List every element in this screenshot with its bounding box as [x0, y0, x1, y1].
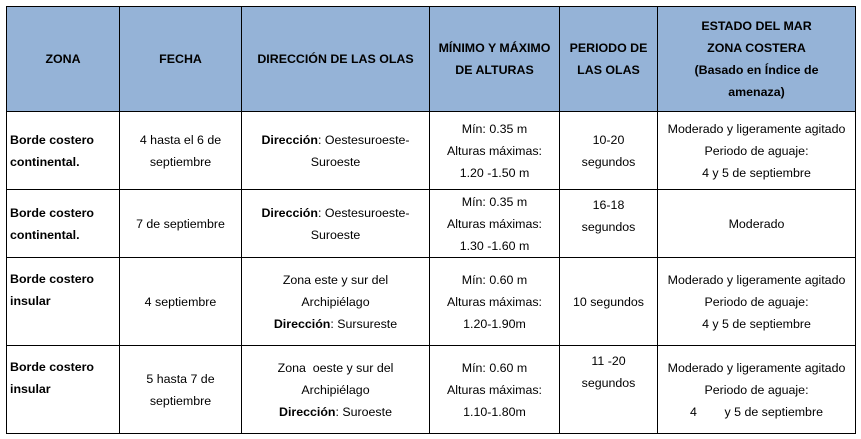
- estado-line1: Moderado: [728, 216, 785, 231]
- periodo-line2: segundos: [581, 220, 636, 234]
- direccion-zone-line1: Zona oeste y sur del: [277, 360, 394, 375]
- cell-zona: [7, 346, 120, 434]
- zona-line1: Borde costero: [10, 360, 94, 374]
- direccion-value: : Oestesuroeste-: [317, 205, 410, 220]
- header-periodo: [560, 7, 658, 112]
- cell-direccion: [242, 190, 430, 258]
- cell-direccion: [242, 346, 430, 434]
- periodo-line2: segundos: [581, 154, 636, 169]
- estado-line1: Moderado y ligeramente agitado: [667, 360, 846, 375]
- cell-periodo: [560, 190, 658, 258]
- estado-line1: Moderado y ligeramente agitado: [667, 272, 846, 287]
- header-fecha: [120, 7, 242, 112]
- header-zona-label: ZONA: [45, 52, 81, 66]
- direccion-value: : Suroeste: [335, 404, 392, 419]
- cell-estado: [658, 112, 856, 190]
- cell-alturas: [430, 190, 560, 258]
- zona-line2: continental.: [10, 154, 80, 169]
- header-estado-line4: amenaza): [728, 85, 785, 99]
- cell-zona: [7, 258, 120, 346]
- cell-alturas: [430, 346, 560, 434]
- header-estado-line3: (Basado en Índice de: [694, 63, 819, 77]
- direccion-line2: Suroeste: [310, 227, 361, 242]
- estado-line1: Moderado y ligeramente agitado: [667, 121, 846, 136]
- zona-line1: Borde costero: [10, 272, 94, 286]
- altura-max-label: Alturas máximas:: [446, 382, 543, 397]
- periodo-line2: segundos: [581, 376, 636, 390]
- sea-state-table-container: [6, 6, 856, 434]
- header-estado-line2: ZONA COSTERA: [707, 41, 806, 55]
- periodo-line1: 10 segundos: [573, 294, 644, 309]
- zona-line1: Borde costero: [10, 205, 94, 220]
- altura-max-label: Alturas máximas:: [446, 294, 543, 309]
- periodo-line1: 11 -20: [591, 354, 626, 368]
- header-estado: [658, 7, 856, 112]
- estado-line3-part1: 4: [690, 404, 697, 419]
- cell-alturas: [430, 258, 560, 346]
- fecha-line1: 7 de septiembre: [136, 216, 225, 231]
- altura-max-label: Alturas máximas:: [446, 143, 543, 158]
- direccion-value: : Oestesuroeste-: [317, 132, 410, 147]
- fecha-line1: 4 hasta el 6 de: [139, 132, 222, 147]
- direccion-value: : Sursureste: [330, 316, 398, 331]
- zona-line1: Borde costero: [10, 132, 94, 147]
- direccion-zone-line2: Archipiélago: [301, 382, 370, 397]
- estado-line3: [661, 401, 852, 423]
- header-direccion-label: DIRECCIÓN DE LAS OLAS: [257, 52, 414, 66]
- cell-direccion: [242, 258, 430, 346]
- altura-min: Mín: 0.35 m: [461, 194, 528, 209]
- direccion-zone-line1: Zona este y sur del: [282, 272, 389, 287]
- cell-fecha: [120, 258, 242, 346]
- direccion-line1: [245, 129, 426, 151]
- altura-max-value: 1.20 -1.50 m: [459, 165, 530, 180]
- direccion-line3: [245, 401, 426, 423]
- periodo-line1: 16-18: [592, 198, 625, 212]
- zona-line2: continental.: [10, 227, 80, 242]
- direccion-line3: [245, 313, 426, 335]
- estado-line3: 4 y 5 de septiembre: [702, 165, 811, 180]
- zona-line2: insular: [10, 294, 51, 308]
- cell-direccion: [242, 112, 430, 190]
- cell-zona: [7, 112, 120, 190]
- cell-estado: [658, 258, 856, 346]
- altura-max-label: Alturas máximas:: [446, 216, 543, 231]
- estado-line3: 4 y 5 de septiembre: [702, 316, 811, 331]
- periodo-line1: 10-20: [592, 132, 625, 147]
- header-direccion: [242, 7, 430, 112]
- sea-state-table: [6, 6, 856, 434]
- table-row: [7, 346, 856, 434]
- header-periodo-line1: PERIODO DE: [569, 41, 648, 55]
- fecha-line2: septiembre: [149, 154, 212, 169]
- fecha-line1: 5 hasta 7 de: [146, 371, 215, 386]
- cell-estado: [658, 190, 856, 258]
- fecha-line1: 4 septiembre: [144, 294, 217, 309]
- header-alturas-line2: DE ALTURAS: [455, 63, 534, 77]
- direccion-label: Dirección: [279, 404, 336, 419]
- estado-line3-part2: y 5 de septiembre: [724, 404, 823, 419]
- table-row: [7, 258, 856, 346]
- cell-estado: [658, 346, 856, 434]
- cell-fecha: [120, 112, 242, 190]
- cell-periodo: [560, 258, 658, 346]
- header-fecha-label: FECHA: [159, 52, 202, 66]
- header-alturas-line1: MÍNIMO Y MÁXIMO: [438, 41, 551, 55]
- altura-max-value: 1.10-1.80m: [463, 404, 526, 419]
- estado-line2: Periodo de aguaje:: [704, 382, 809, 397]
- header-periodo-line2: LAS OLAS: [577, 63, 640, 77]
- direccion-label: Dirección: [273, 316, 331, 331]
- direccion-label: Dirección: [261, 132, 318, 147]
- altura-max-value: 1.20-1.90m: [463, 316, 526, 331]
- cell-periodo: [560, 346, 658, 434]
- zona-line2: insular: [10, 382, 51, 396]
- estado-line2: Periodo de aguaje:: [704, 294, 809, 309]
- header-alturas: [430, 7, 560, 112]
- altura-min: Mín: 0.35 m: [461, 121, 528, 136]
- direccion-line2: Suroeste: [310, 154, 361, 169]
- cell-alturas: [430, 112, 560, 190]
- direccion-zone-line2: Archipiélago: [301, 294, 370, 309]
- header-row: [7, 7, 856, 112]
- fecha-line2: septiembre: [149, 393, 212, 408]
- cell-fecha: [120, 346, 242, 434]
- cell-periodo: [560, 112, 658, 190]
- table-row: [7, 112, 856, 190]
- altura-min: Mín: 0.60 m: [461, 272, 528, 287]
- cell-fecha: [120, 190, 242, 258]
- altura-max-value: 1.30 -1.60 m: [459, 238, 530, 253]
- estado-line2: Periodo de aguaje:: [704, 143, 809, 158]
- header-zona: [7, 7, 120, 112]
- altura-min: Mín: 0.60 m: [461, 360, 528, 375]
- direccion-label: Dirección: [261, 205, 318, 220]
- direccion-line1: [245, 202, 426, 224]
- table-row: [7, 190, 856, 258]
- header-estado-line1: ESTADO DEL MAR: [701, 19, 812, 33]
- cell-zona: [7, 190, 120, 258]
